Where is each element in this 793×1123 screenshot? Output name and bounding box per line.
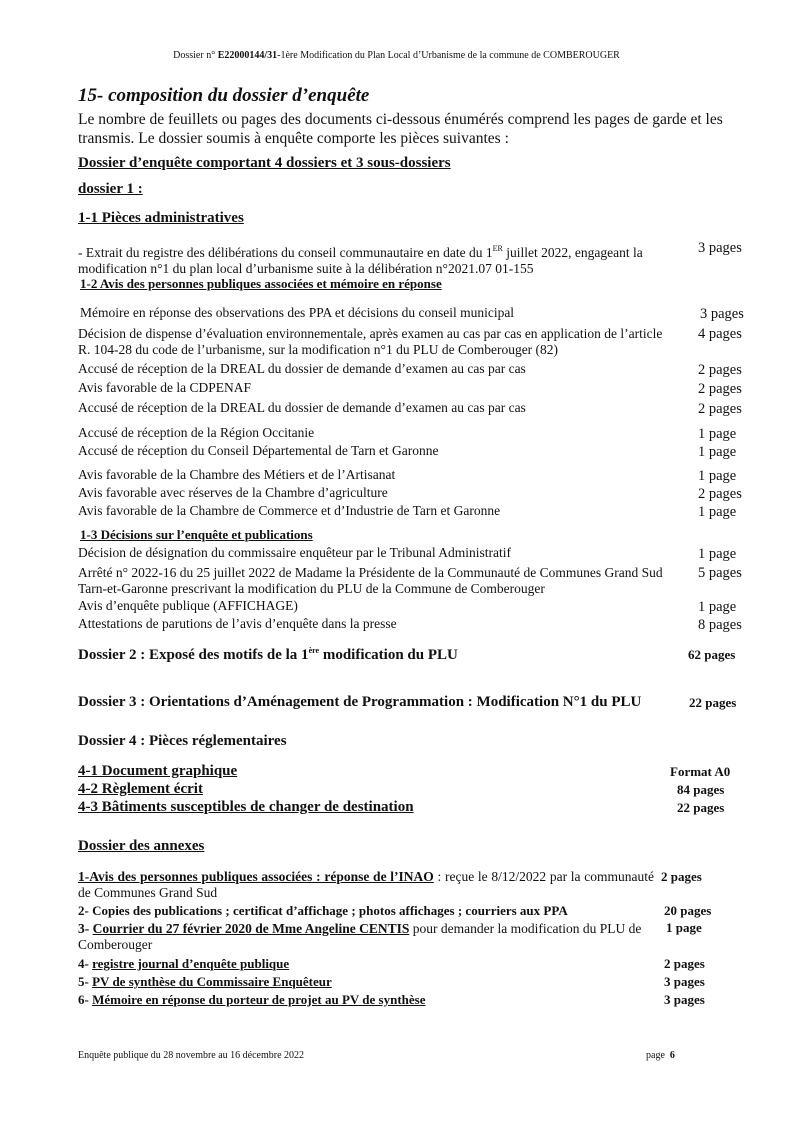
footer-left: Enquête publique du 28 novembre au 16 décembre 2022 (78, 1050, 305, 1061)
dossier4-item-pages: 84 pages (677, 782, 725, 797)
dossier4-heading: Dossier 4 : Pièces réglementaires (78, 733, 287, 749)
footer-page: page 6 (646, 1050, 675, 1061)
page-count: 1 page (698, 546, 737, 562)
list-item: Arrêté n° 2022-16 du 25 juillet 2022 de Madame la Présidente de la Communauté de Communes Grand Sud Tarn-et-Garonne prescrivant la modification du PLU de la Commune de Comberouger (78, 565, 663, 596)
list-item: Avis favorable de la Chambre de Commerce et d’Industrie de Tarn et Garonne (78, 503, 501, 518)
annex-item: 1-Avis des personnes publiques associées : réponse de l’INAO : reçue le 8/12/2022 par la communauté de Communes Grand Sud (78, 869, 654, 900)
document-header (0, 50, 793, 61)
page-count: 2 pages (698, 362, 742, 378)
annex-item-pages: 2 pages (661, 869, 702, 884)
page-count: 1 page (698, 504, 737, 520)
list-item: Avis favorable de la CDPENAF (78, 380, 251, 395)
page-count: 4 pages (698, 326, 742, 342)
dossier2-pages: 62 pages (688, 647, 736, 662)
dossier4-item-pages: Format A0 (670, 764, 731, 779)
page-count: 8 pages (698, 617, 742, 633)
list-item: Mémoire en réponse des observations des PPA et décisions du conseil municipal (80, 305, 515, 320)
header-dossier-number: E22000144/31 (217, 50, 278, 61)
list-item: Avis favorable de la Chambre des Métiers et de l’Artisanat (78, 467, 396, 482)
annex-item-pages: 2 pages (664, 956, 705, 971)
composition-heading: Dossier d’enquête comportant 4 dossiers et 3 sous-dossiers (78, 155, 451, 171)
dossier4-item: 4-3 Bâtiments susceptibles de changer de destination (78, 799, 414, 815)
annex-item-pages: 20 pages (664, 903, 712, 918)
list-item: Attestations de parutions de l’avis d’enquête dans la presse (78, 616, 397, 631)
page-count: 2 pages (698, 486, 742, 502)
annex-item: 6- Mémoire en réponse du porteur de projet au PV de synthèse (78, 992, 426, 1007)
page-count: 5 pages (698, 565, 742, 581)
page-title: 15- composition du dossier d’enquête (78, 85, 370, 106)
dossier4-item: 4-2 Règlement écrit (78, 781, 203, 797)
section-1-2-heading: 1-2 Avis des personnes publiques associées et mémoire en réponse (80, 276, 442, 291)
page-count: 1 page (698, 599, 737, 615)
list-item: Décision de dispense d’évaluation environnementale, après examen au cas par cas en application de l’article R. 104-28 du code de l’urbanisme, sur la modification n°1 du PLU de Comberouger (82) (78, 326, 663, 357)
annex-item-pages: 3 pages (664, 974, 705, 989)
list-item: - Extrait du registre des délibérations du conseil communautaire en date du 1ER juillet 2022, engageant la modification n°1 du plan local d’urbanisme suite à la délibération n°2021.07 01-155 (78, 244, 643, 276)
dossier1-heading: dossier 1 : (78, 181, 143, 197)
dossier3-pages: 22 pages (689, 695, 737, 710)
list-item: Avis favorable avec réserves de la Chambre d’agriculture (78, 485, 388, 500)
page-count: 3 pages (700, 306, 744, 322)
page-number: 6 (669, 1050, 675, 1061)
section-1-1-heading: 1-1 Pièces administratives (78, 210, 244, 226)
dossier2-heading: Dossier 2 : Exposé des motifs de la 1ère modification du PLU (78, 646, 458, 663)
section-1-3-heading: 1-3 Décisions sur l’enquête et publications (80, 527, 313, 542)
annexes-heading: Dossier des annexes (78, 838, 205, 854)
page-count: 1 page (698, 444, 737, 460)
dossier3-heading: Dossier 3 : Orientations d’Aménagement de Programmation : Modification N°1 du PLU (78, 694, 642, 710)
page-count: 2 pages (698, 381, 742, 397)
annex-item-pages: 1 page (666, 920, 702, 935)
page-count: 3 pages (698, 240, 742, 256)
page-count: 1 page (698, 426, 737, 442)
intro-paragraph: Le nombre de feuillets ou pages des documents ci-dessous énumérés comprend les pages de garde et les transmis. Le dossier soumis à enquête comporte les pièces suivantes : (78, 111, 723, 147)
annex-item: 5- PV de synthèse du Commissaire Enquêteur (78, 974, 332, 989)
list-item: Accusé de réception de la Région Occitanie (78, 425, 315, 440)
header-prefix: Dossier n° (173, 50, 218, 61)
list-item: Avis d’enquête publique (AFFICHAGE) (78, 598, 298, 613)
annex-item-pages: 3 pages (664, 992, 705, 1007)
list-item: Accusé de réception du Conseil Départemental de Tarn et Garonne (78, 443, 439, 458)
header-rest: -1ère Modification du Plan Local d’Urbanisme de la commune de COMBEROUGER (277, 50, 620, 61)
annex-item: 2- Copies des publications ; certificat d’affichage ; photos affichages ; courriers aux PPA (78, 903, 568, 918)
page-count: 2 pages (698, 401, 742, 417)
page-count: 1 page (698, 468, 737, 484)
dossier4-item: 4-1 Document graphique (78, 763, 238, 779)
annex-item: 3- Courrier du 27 février 2020 de Mme Angeline CENTIS pour demander la modification du PLU de Comberouger (78, 921, 642, 952)
dossier4-item-pages: 22 pages (677, 800, 725, 815)
list-item: Décision de désignation du commissaire enquêteur par le Tribunal Administratif (78, 545, 512, 560)
list-item: Accusé de réception de la DREAL du dossier de demande d’examen au cas par cas (78, 400, 526, 415)
annex-item: 4- registre journal d’enquête publique (78, 956, 290, 971)
list-item: Accusé de réception de la DREAL du dossier de demande d’examen au cas par cas (78, 361, 526, 376)
